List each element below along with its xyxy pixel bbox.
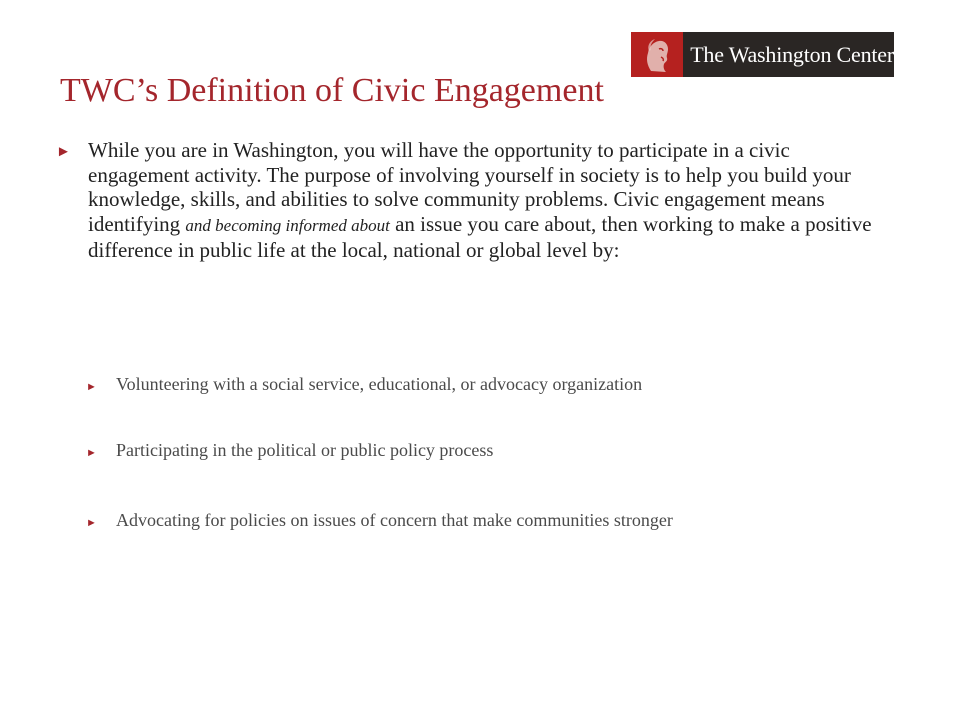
sub-bullet-text: Advocating for policies on issues of concern that make communities stronger xyxy=(116,510,673,530)
main-bullet-text xyxy=(88,138,896,263)
right-triangle-bullet-icon: ► xyxy=(86,381,97,393)
sub-bullet-advocating xyxy=(86,510,926,531)
sub-bullet-participating xyxy=(86,440,926,461)
washington-portrait-icon xyxy=(631,32,683,77)
logo-text: The Washington Center xyxy=(683,32,894,77)
main-text-italic: and becoming informed about xyxy=(185,215,390,235)
right-triangle-bullet-icon: ► xyxy=(86,447,97,459)
page-title: TWC’s Definition of Civic Engagement xyxy=(60,72,604,109)
main-bullet xyxy=(56,138,896,263)
washington-center-logo xyxy=(631,32,894,77)
main-text-part-1: While you are in Washington, you will have the opportunity to participate in a civic engagement activity. The purpose of involving yourself in society is to help you build your knowledge, skills, and abilities to solve community problems. Civic engagement means identifying xyxy=(88,138,851,236)
sub-bullet-volunteering xyxy=(86,374,926,395)
main-text-part-2: an issue you care about, then working to make a positive difference in public life at the local, national or global level by: xyxy=(88,211,872,262)
sub-bullet-text: Volunteering with a social service, educational, or advocacy organization xyxy=(116,374,643,394)
right-triangle-bullet-icon: ► xyxy=(56,144,71,160)
sub-bullet-text: Participating in the political or public policy process xyxy=(116,440,494,460)
right-triangle-bullet-icon: ► xyxy=(86,517,97,529)
